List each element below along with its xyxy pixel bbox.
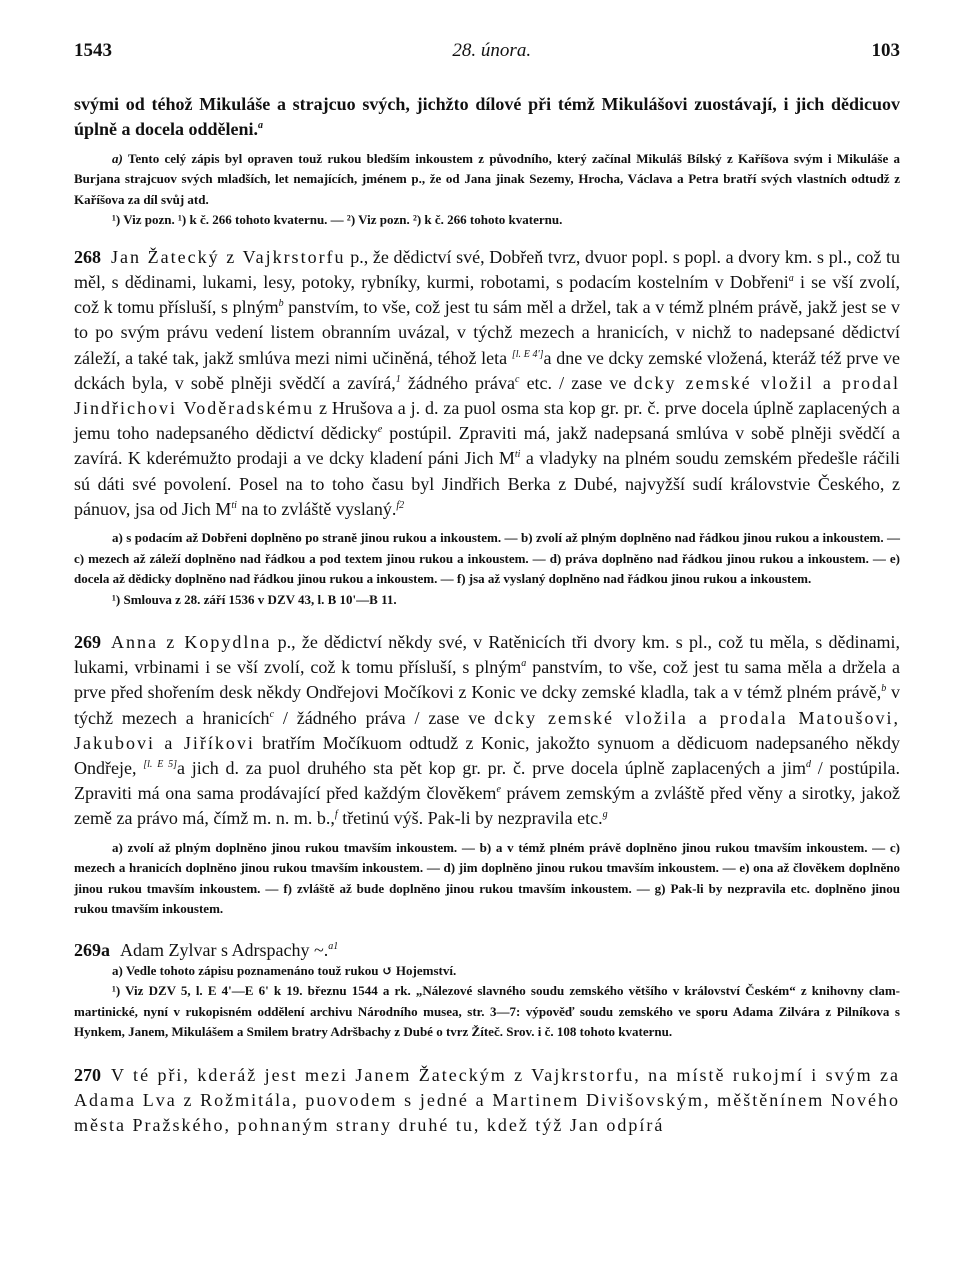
tilde-mark-icon: ~. [313, 939, 329, 960]
entry-number: 268 [74, 246, 101, 267]
entry-270-text: 270 V té při, kderáž jest mezi Janem Žateckým z Vajkrstorfu, na místě rukojmí i svým za Adama Lva z Rožmitála, puovodem s jedné a Martinem Divišovským, měštěnínem Nového města Pražského, pohnaným strany druhé tu, kdež týž Jan odpírá [74, 1064, 900, 1136]
page [74, 40, 900, 1138]
page-number-left: 1543 [74, 40, 112, 61]
entry-269a-note-a: a) Vedle tohoto zápisu poznamenáno touž rukou ↺ Hojemství. [112, 962, 457, 978]
entry-268-note-letters: a) s podacím až Dobřeni doplněno po straně jinou rukou a inkoustem. — b) zvolí až plným doplněno nad řádkou jinou rukou a inkoustem. — c) mezech až záleží doplněno nad řádkou a pod textem jinou rukou a inkoustem. — d) práva doplněno nad řádkou jinou rukou a inkoustem. — e) docela až dědicky doplněno nad řádkou jinou rukou a inkoustem. — f) jsa až vyslaný doplněno nad řádkou jinou rukou a inkoustem. [74, 530, 900, 587]
page-number-right: 103 [871, 40, 900, 61]
entry-269a-heading: 269a Adam Zylvar s Adrspachy ~.$^{a1}$ [74, 939, 339, 960]
entry-number: 269 [74, 632, 101, 653]
entry-number: 269a [74, 939, 110, 960]
intro-note-a: a) Tento celý zápis byl opraven touž rukou bledším inkoustem z původního, který začínal Mikuláš Bílský z Kaříšova svým i Mikuláše a Burjana strajcuov svých mladších, let nemajících, jménem p., že od Jana jinak Sezemy, Hrocha, Václava a Petra bratří svých vlastních odtudž z Kaříšova za díl svůj atd. [74, 150, 900, 207]
entry-268 [74, 245, 900, 610]
entry-269a-footnote: ¹) Viz DZV 5, l. E 4'—E 6' k 19. březnu 1544 a rk. „Nálezové slavného soudu zemského většího v království Českém“ z knihovny clam-martinické, nyní v rukopisném oddělení archivu Národního musea, str. 3—7: výpověď soudu zemského ve sporu Adama Zilvára z Pilníkova s Hynkem, Janem, Mikulášem a Smilem bratry Adršbachy z Dubé o tvrz Žíteč. Srov. i č. 108 tohoto kvaternu. [74, 983, 900, 1040]
entry-number: 270 [74, 1064, 101, 1085]
entry-269 [74, 630, 900, 920]
entry-268-text: 268 Jan Žatecký z Vajkrstorfu p., že dědictví své, Dobřeň tvrz, dvuor popl. s popl. a dvory km. s pl., což tu měl, s dědinami, lukami, lesy, potoky, rybníky, kurmi, robotami, s podacím kostelním v Dobřeni$^a$ i se vší zvolí, což k tomu přísluší, s plným$^b$ panstvím, to vše, což jest tu sám měl a držel, tak a v témž plném právě, jakž jest se v to po svým právu vedení listem obranním uvázal, v týchž mezech a hranicích, v nichž to nadepsané dědictví záleží, a také tak, jakž smlúva mezi nimi učiněná, téhož leta [l. E 4']a dne ve dcky zemské vložená, kteráž též prve ve dckách byla, v sobě plněji svědčí a zavírá,$^1$ žádného práva$^c$ etc. / zase ve dcky zemské vložil a prodal Jindřichovi Voděradskému z Hrušova a j. d. za puol osma sta kop gr. pr. č. prve docela úplně zaplacených a jemu toho nadepsaného dědictví dědicky$^e$ postúpil. Zpraviti má, jakž nadepsaná smlúva v sobě plněji svědčí a zavírá. K kderémužto prodaji a ve dcky kladení páni Jich $M^{ti}$ a vladyky na plném soudu zemském předešle ráčili sú dáti své povolení. Posel na to toho času byl Jindřich Berka z Dubé, najvyžší sudí královstvie Českého, z pánuov, jsa od Jich $M^{ti}$ na to zvláště vyslaný.$^{f2}$ [74, 246, 901, 519]
entry-269-note: a) zvolí až plným doplněno jinou rukou tmavším inkoustem. — b) a v témž plném právě doplněno jinou rukou tmavším inkoustem. — c) mezech a hranicích doplněno jinou rukou tmavším inkoustem. — d) jim doplněno jinou rukou tmavším inkoustem. — e) ona až člověkem doplněno jinou rukou tmavším inkoustem. — f) zvláště až bude doplněno jinou rukou tmavším inkoustem. — g) Pak-li by nezpravila etc. doplněno jinou rukou tmavším inkoustem. [74, 839, 900, 917]
entry-269-text: 269 Anna z Kopydlna p., že dědictví někdy své, v Ratěnicích tři dvory km. s pl., což tu měla, s dědinami, lukami, vrbinami i se vší zvolí, což k tomu přísluší, s plným$^a$ panstvím, to vše, což jest tu sama měla a držela a prve před shořením desk někdy Ondřejovi Močíkovi z Konic ve dcky zemské kladla, tak a v témž plném právě,$^b$ v týchž mezech a hranicích$^c$ / žádného práva / zase ve dcky zemské vložila a prodala Matoušovi, Jakubovi a Jiříkovi bratřím Močíkuom odtudž z Konic, jakožto synuom a dědicuom nadepsaného někdy Ondřeje, [l. E 5]a jich d. za puol druhého sta pět kop gr. pr. č. prve docela úplně zaplacených a jim$^d$ / postúpila. Zpraviti má ona sama prodávající před každým člověkem$^e$ právem zemským a zvláště před věny a sirotky, jakož země za právo má, čímž m. n. m. b.,$^f$ třetinú výš. Pak-li by nezpravila etc.$^g$ [74, 632, 901, 829]
entry-270 [74, 1063, 900, 1139]
entry-269a [74, 940, 900, 1043]
running-head [74, 40, 900, 62]
running-date: 28. února. [452, 40, 532, 61]
intro-footnote: ¹) Viz pozn. ¹) k č. 266 tohoto kvaternu. — ²) Viz pozn. ²) k č. 266 tohoto kvaternu. [112, 212, 563, 228]
intro-paragraph: svými od téhož Mikuláše a strajcuo svých, jichžto dílové při témž Mikulášovi zuostávají, i jich dědicuov úplně a docela odděleni.$^a$ [74, 94, 900, 140]
entry-268-footnote: ¹) Smlouva z 28. září 1536 v DZV 43, l. B 10'—B 11. [112, 591, 397, 607]
